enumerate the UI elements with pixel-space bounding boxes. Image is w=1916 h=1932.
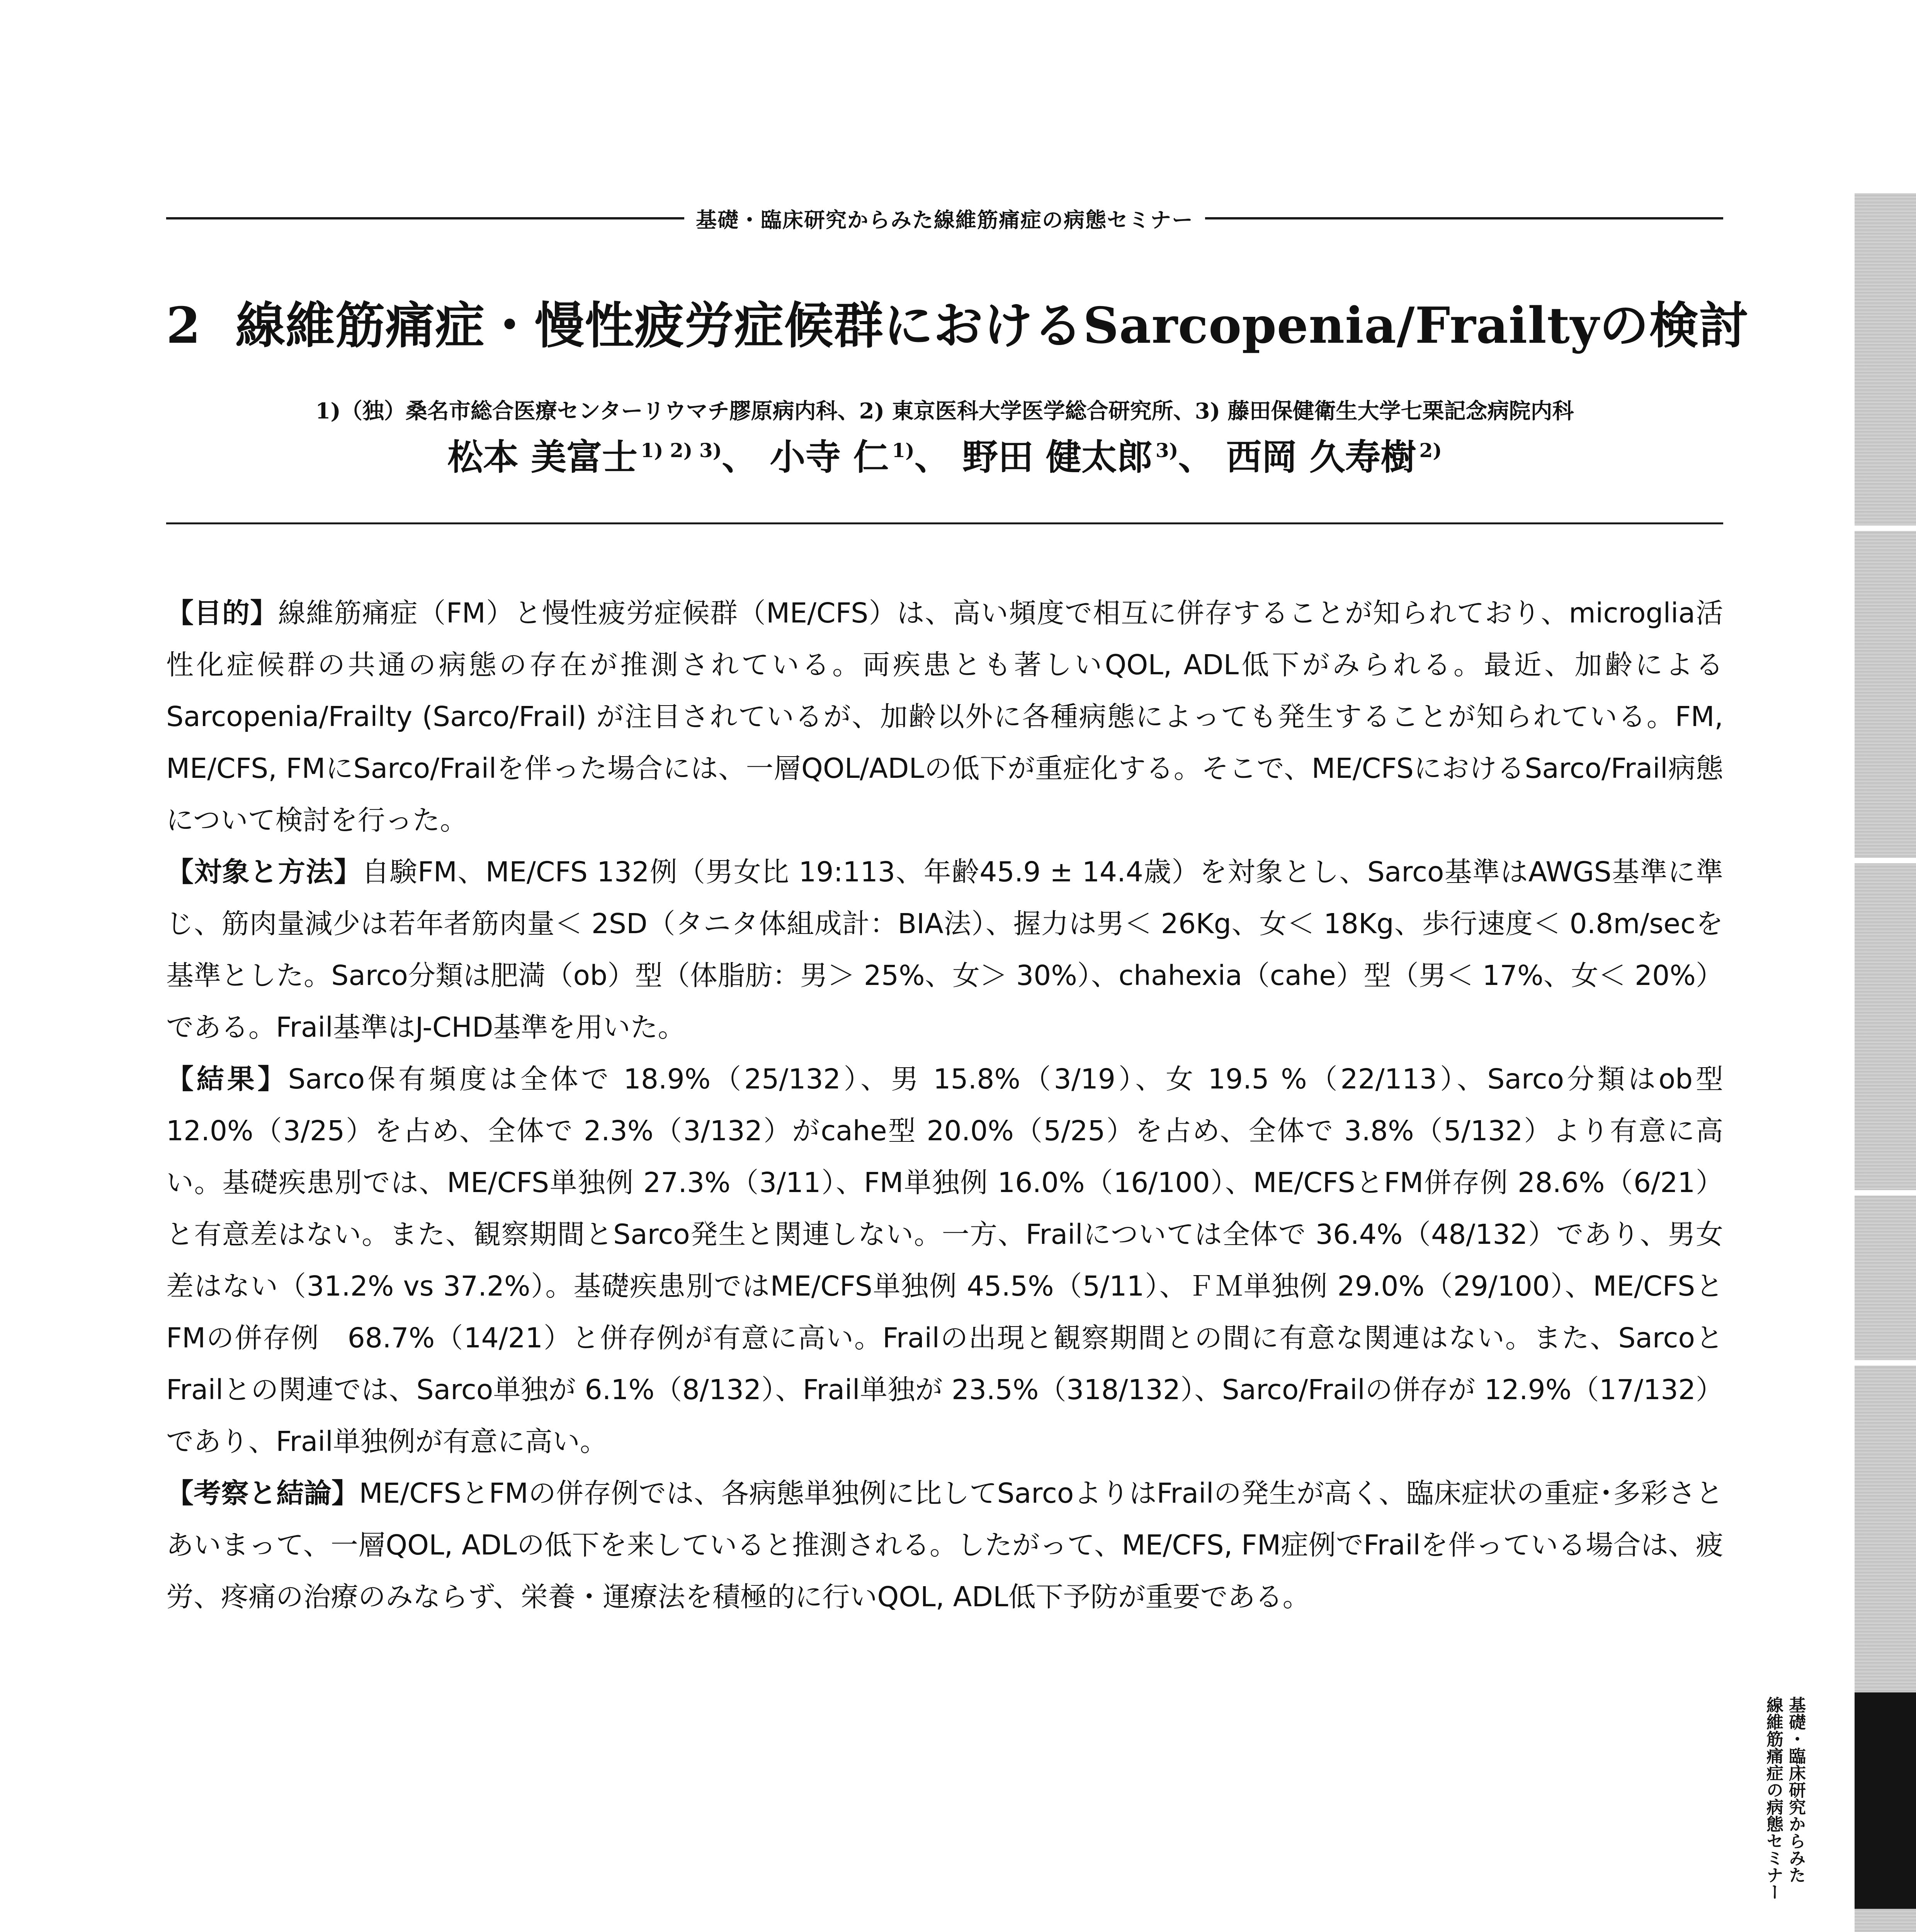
series-header [166,201,1723,236]
section-label-results: 【結果】 [166,1063,288,1095]
thumb-index-label-line1: 基礎・臨床研究からみた [1786,1696,1805,1883]
section-text-conclusion: ME/CFSとFMの併存例では、各病態単独例に比してSarcoよりはFrailの発生が高く、臨床症状の重症･多彩さとあいまって、一層QOL, ADLの低下を来していると推測される。したがって、ME/CFS, FM症例でFrailを伴っている場合は、疲労、疼痛の治療のみならず、栄養・運療法を積極的に行いQOL, ADL低下予防が重要である。 [166,1477,1723,1613]
thumb-index-divider [1855,1360,1916,1366]
abstract-conclusion [166,1468,1723,1623]
section-label-purpose: 【目的】 [166,597,278,629]
author-separator: 、 [722,436,758,478]
thumb-index-label [1762,1696,1807,1913]
abstract-purpose [166,587,1723,846]
abstract-results [166,1053,1723,1468]
title-divider [166,522,1723,524]
section-text-purpose: 線維筋痛症（FM）と慢性疲労症候群（ME/CFS）は、高い頻度で相互に併存することが知られており、microglia活性化症候群の共通の病態の存在が推測されている。両疾患とも著しいQOL, ADL低下がみられる。最近、加齢によるSarcopenia/Frailty (Sarco/Frail) が注目されているが、加齢以外に各種病態によっても発生することが知られている。FM, ME/CFS, FMにSarco/Frailを伴った場合には、一層QOL/ADLの低下が重症化する。そこで、ME/CFSにおけるSarco/Frail病態について検討を行った。 [166,597,1723,836]
series-title: 基礎・臨床研究からみた線維筋痛症の病態セミナー [696,207,1193,232]
author-separator: 、 [914,436,950,478]
section-label-conclusion: 【考察と結論】 [166,1477,359,1509]
header-rule-right [1205,217,1723,219]
thumb-index-active-tab [1855,1692,1916,1909]
article-title [166,286,1749,357]
author-name: 野田 健太郎 [962,436,1153,478]
author-affiliation-marker: 2) [1419,439,1442,462]
abstract-methods [166,846,1723,1053]
thumb-index-label-line2: 線維筋痛症の病態セミナー [1763,1696,1783,1900]
section-label-methods: 【対象と方法】 [166,856,362,888]
thumb-index-divider [1855,526,1916,531]
header-rule-left [166,217,684,219]
article-title-text: 線維筋痛症・慢性疲労症候群におけるSarcopenia/Frailtyの検討 [236,297,1749,355]
article-number: 2 [166,297,201,355]
author-affiliation-marker: 1) [892,439,915,462]
thumb-index-strip [1855,193,1916,1932]
author-name: 松本 美富士 [447,436,638,478]
author-separator: 、 [1178,436,1214,478]
author-name: 小寺 仁 [770,436,889,478]
abstract-body [166,587,1723,1623]
affiliations: 1)（独）桑名市総合医療センターリウマチ膠原病内科、2) 東京医科大学医学総合研究所、3) 藤田保健衛生大学七栗記念病院内科 [315,398,1574,424]
author-affiliation-marker: 1) 2) 3) [641,439,722,462]
author-affiliation-marker: 3) [1155,439,1178,462]
thumb-index-divider [1855,1190,1916,1196]
thumb-index-divider [1855,858,1916,863]
author-name: 西岡 久寿樹 [1226,436,1416,478]
section-text-results: Sarco保有頻度は全体で 18.9%（25/132）、男 15.8%（3/19）、女 19.5 %（22/113）、Sarco分類はob型 12.0%（3/25）を占め、全体で 2.3%（3/132）がcahe型 20.0%（5/25）を占め、全体で 3.8%（5/132）より有意に高い。基礎疾患別では、ME/CFS単独例 27.3%（3/11）、FM単独例 16.0%（16/100）、ME/CFSとFM併存例 28.6%（6/21）と有意差はない。また、観察期間とSarco発生と関連しない。一方、Frailについては全体で 36.4%（48/132）であり、男女差はない（31.2% vs 37.2%）。基礎疾患別ではME/CFS単独例 45.5%（5/11）、ＦＭ単独例 29.0%（29/100）、ME/CFSとFMの併存例 68.7%（14/21）と併存例が有意に高い。Frailの出現と観察期間との間に有意な関連はない。また、SarcoとFrailとの関連では、Sarco単独が 6.1%（8/132）、Frail単独が 23.5%（318/132）、Sarco/Frailの併存が 12.9%（17/132）であり、Frail単独例が有意に高い。 [166,1063,1723,1458]
author-list [166,429,1723,480]
section-text-methods: 自験FM、ME/CFS 132例（男女比 19:113、年齢45.9 ± 14.4歳）を対象とし、Sarco基準はAWGS基準に準じ、筋肉量減少は若年者筋肉量＜ 2SD（タニタ体組成計：BIA法）、握力は男＜ 26Kg、女＜ 18Kg、歩行速度＜ 0.8m/secを基準とした。Sarco分類は肥満（ob）型（体脂肪：男＞ 25%、女＞ 30%）、chahexia（cahe）型（男＜ 17%、女＜ 20%）である。Frail基準はJ-CHD基準を用いた。 [166,856,1723,1043]
